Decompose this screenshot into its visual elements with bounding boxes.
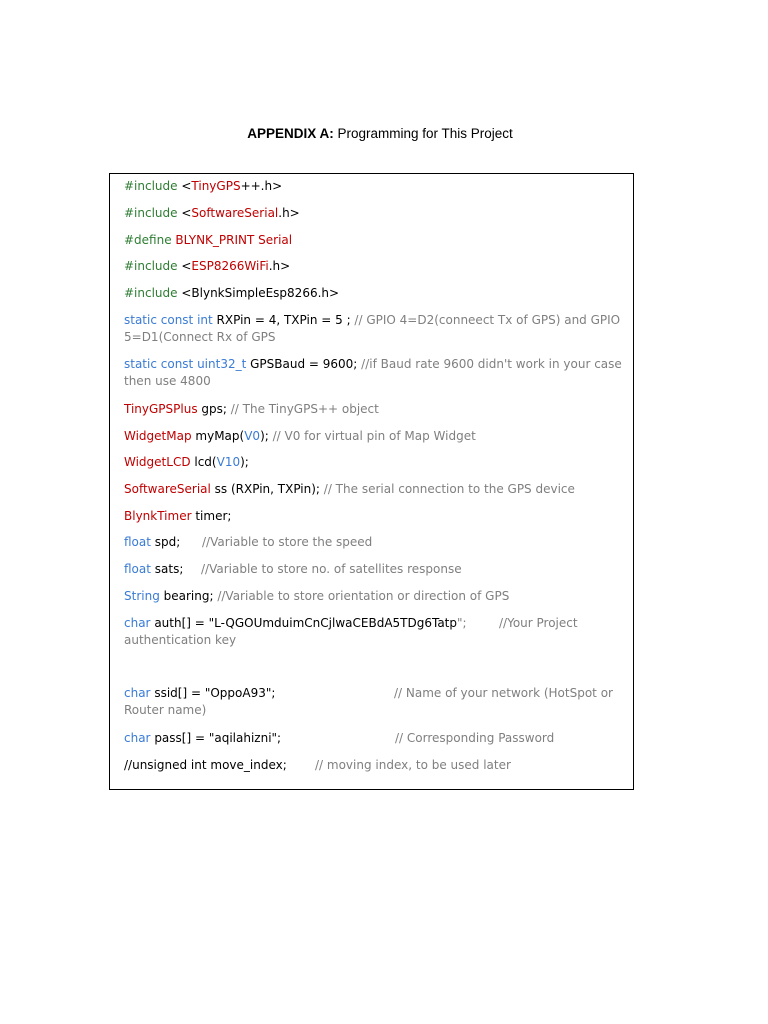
code-line: #define BLYNK_PRINT Serial xyxy=(124,233,293,247)
code-line: float spd; xyxy=(124,535,181,549)
virtual-pin: V0 xyxy=(244,429,261,443)
code-keyword: #define xyxy=(124,233,172,247)
code-keyword: float xyxy=(124,535,151,549)
code-keyword: char xyxy=(124,731,151,745)
code-comment: // V0 for virtual pin of Map Widget xyxy=(272,429,476,443)
code-keyword: char xyxy=(124,616,151,630)
code-line: #include <BlynkSimpleEsp8266.h> xyxy=(124,286,340,300)
code-keyword: SoftwareSerial xyxy=(124,482,211,496)
code-keyword: #include xyxy=(124,286,178,300)
code-line: WidgetMap myMap(V0); // V0 for virtual pin of Map Widget xyxy=(124,429,476,443)
code-line: BlynkTimer timer; xyxy=(124,509,232,523)
code-comment: //Variable to store orientation or direction of GPS xyxy=(217,589,510,603)
appendix-heading: Programming for This Project xyxy=(333,126,513,141)
code-line: String bearing; //Variable to store orientation or direction of GPS xyxy=(124,589,510,603)
code-library: TinyGPS xyxy=(191,179,241,193)
code-line: //unsigned int move_index; xyxy=(124,758,287,772)
code-comment: // Name of your network (HotSpot or Router name) xyxy=(124,686,613,717)
code-line: WidgetLCD lcd(V10); xyxy=(124,455,249,469)
code-keyword: static const int xyxy=(124,313,213,327)
code-line: char auth[] = "L-QGOUmduimCnCjlwaCEBdA5TDg6Tatp"; xyxy=(124,616,467,630)
code-comment: // The serial connection to the GPS device xyxy=(323,482,575,496)
virtual-pin: V10 xyxy=(216,455,241,469)
code-line: #include <TinyGPS++.h> xyxy=(124,179,283,193)
code-keyword: TinyGPSPlus xyxy=(124,402,198,416)
code-line: TinyGPSPlus gps; // The TinyGPS++ object xyxy=(124,402,379,416)
code-library: SoftwareSerial xyxy=(191,206,279,220)
code-line: char ssid[] = "OppoA93"; xyxy=(124,686,276,700)
code-comment: //if Baud rate 9600 didn't work in your case then use 4800 xyxy=(124,357,622,388)
code-line: static const uint32_t GPSBaud = 9600; //if Baud rate 9600 didn't work in your case then use 4800 xyxy=(124,357,622,388)
code-comment: // GPIO 4=D2(conneect Tx of GPS) and GPIO 5=D1(Connect Rx of GPS xyxy=(124,313,621,344)
code-keyword: BlynkTimer xyxy=(124,509,192,523)
code-keyword: float xyxy=(124,562,151,576)
code-line: #include <ESP8266WiFi.h> xyxy=(124,259,291,273)
code-comment: //Variable to store the speed xyxy=(202,535,373,549)
code-line: char pass[] = "aqilahizni"; xyxy=(124,731,282,745)
code-keyword: String xyxy=(124,589,160,603)
code-line: float sats; xyxy=(124,562,184,576)
code-comment: // moving index, to be used later xyxy=(315,758,511,772)
code-comment: // The TinyGPS++ object xyxy=(230,402,379,416)
code-keyword: char xyxy=(124,686,151,700)
code-keyword: #include xyxy=(124,259,178,273)
code-comment: //Your Project authentication key xyxy=(124,616,578,647)
code-keyword: #include xyxy=(124,206,178,220)
page-title xyxy=(0,126,760,141)
code-keyword: WidgetLCD xyxy=(124,455,191,469)
appendix-label: APPENDIX A: xyxy=(247,126,334,141)
code-line: SoftwareSerial ss (RXPin, TXPin); // The serial connection to the GPS device xyxy=(124,482,575,496)
code-comment: // Corresponding Password xyxy=(395,731,555,745)
code-line: static const int RXPin = 4, TXPin = 5 ; // GPIO 4=D2(conneect Tx of GPS) and GPIO 5=D1(Connect Rx of GPS xyxy=(124,313,621,344)
code-line: #include <SoftwareSerial.h> xyxy=(124,206,300,220)
code-comment: //Variable to store no. of satellites response xyxy=(201,562,462,576)
code-library: ESP8266WiFi xyxy=(191,259,269,273)
code-keyword: static const uint32_t xyxy=(124,357,247,371)
code-keyword: #include xyxy=(124,179,178,193)
code-keyword: WidgetMap xyxy=(124,429,192,443)
